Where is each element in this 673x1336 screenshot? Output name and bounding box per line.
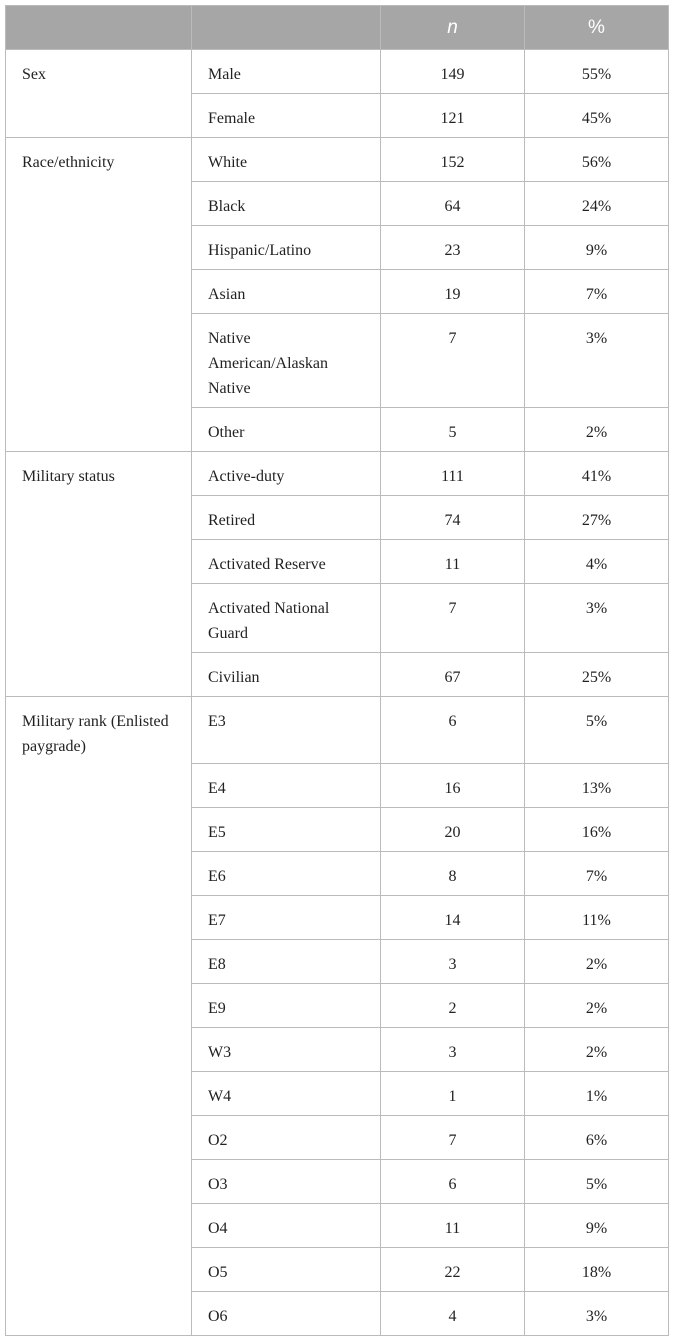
row-percent: 16% xyxy=(525,808,669,852)
row-label: O2 xyxy=(192,1116,381,1160)
table-header xyxy=(6,6,669,50)
row-n: 67 xyxy=(381,653,525,697)
row-label: E4 xyxy=(192,764,381,808)
row-label: Activated Reserve xyxy=(192,540,381,584)
row-n: 14 xyxy=(381,896,525,940)
header-subcategory xyxy=(192,6,381,50)
table-row xyxy=(6,452,669,496)
table-row xyxy=(6,697,669,764)
row-label: O6 xyxy=(192,1292,381,1336)
row-n: 1 xyxy=(381,1072,525,1116)
row-label: Asian xyxy=(192,270,381,314)
row-percent: 24% xyxy=(525,182,669,226)
row-n: 7 xyxy=(381,584,525,653)
row-n: 19 xyxy=(381,270,525,314)
row-n: 23 xyxy=(381,226,525,270)
row-percent: 3% xyxy=(525,584,669,653)
row-label: Civilian xyxy=(192,653,381,697)
row-label: Native American/Alaskan Native xyxy=(192,314,381,408)
row-n: 74 xyxy=(381,496,525,540)
row-n: 111 xyxy=(381,452,525,496)
row-n: 11 xyxy=(381,540,525,584)
table-body xyxy=(6,50,669,1336)
table-row xyxy=(6,50,669,94)
row-label: E9 xyxy=(192,984,381,1028)
header-percent: % xyxy=(525,6,669,50)
row-n: 20 xyxy=(381,808,525,852)
row-label: O3 xyxy=(192,1160,381,1204)
row-n: 152 xyxy=(381,138,525,182)
row-percent: 9% xyxy=(525,1204,669,1248)
row-n: 2 xyxy=(381,984,525,1028)
row-label: Other xyxy=(192,408,381,452)
row-percent: 18% xyxy=(525,1248,669,1292)
row-label: E5 xyxy=(192,808,381,852)
row-label: White xyxy=(192,138,381,182)
row-percent: 41% xyxy=(525,452,669,496)
row-percent: 13% xyxy=(525,764,669,808)
row-percent: 55% xyxy=(525,50,669,94)
row-n: 8 xyxy=(381,852,525,896)
row-n: 6 xyxy=(381,1160,525,1204)
category-sex: Sex xyxy=(6,50,192,138)
row-label: O4 xyxy=(192,1204,381,1248)
row-percent: 2% xyxy=(525,940,669,984)
row-n: 64 xyxy=(381,182,525,226)
header-n: n xyxy=(381,6,525,50)
row-percent: 3% xyxy=(525,314,669,408)
row-n: 16 xyxy=(381,764,525,808)
row-n: 5 xyxy=(381,408,525,452)
category-military-status: Military status xyxy=(6,452,192,697)
row-percent: 5% xyxy=(525,1160,669,1204)
row-percent: 45% xyxy=(525,94,669,138)
row-percent: 4% xyxy=(525,540,669,584)
row-percent: 5% xyxy=(525,697,669,764)
row-n: 6 xyxy=(381,697,525,764)
header-row xyxy=(6,6,669,50)
row-label: Retired xyxy=(192,496,381,540)
row-label: W4 xyxy=(192,1072,381,1116)
row-percent: 1% xyxy=(525,1072,669,1116)
row-label: Activated National Guard xyxy=(192,584,381,653)
row-n: 7 xyxy=(381,1116,525,1160)
row-percent: 6% xyxy=(525,1116,669,1160)
row-label: E3 xyxy=(192,697,381,764)
row-n: 121 xyxy=(381,94,525,138)
category-race-ethnicity: Race/ethnicity xyxy=(6,138,192,452)
category-military-rank: Military rank (Enlisted paygrade) xyxy=(6,697,192,1336)
row-n: 7 xyxy=(381,314,525,408)
row-n: 3 xyxy=(381,940,525,984)
row-label: E6 xyxy=(192,852,381,896)
header-category xyxy=(6,6,192,50)
row-percent: 25% xyxy=(525,653,669,697)
row-percent: 2% xyxy=(525,984,669,1028)
row-n: 149 xyxy=(381,50,525,94)
table-row xyxy=(6,138,669,182)
row-percent: 3% xyxy=(525,1292,669,1336)
row-label: Hispanic/Latino xyxy=(192,226,381,270)
row-percent: 7% xyxy=(525,852,669,896)
row-percent: 56% xyxy=(525,138,669,182)
row-label: Male xyxy=(192,50,381,94)
row-percent: 7% xyxy=(525,270,669,314)
row-n: 22 xyxy=(381,1248,525,1292)
row-percent: 11% xyxy=(525,896,669,940)
row-label: Female xyxy=(192,94,381,138)
row-percent: 9% xyxy=(525,226,669,270)
row-percent: 2% xyxy=(525,408,669,452)
row-label: Active-duty xyxy=(192,452,381,496)
row-percent: 2% xyxy=(525,1028,669,1072)
row-label: W3 xyxy=(192,1028,381,1072)
row-label: E8 xyxy=(192,940,381,984)
demographics-table xyxy=(5,5,669,1336)
row-label: O5 xyxy=(192,1248,381,1292)
row-label: E7 xyxy=(192,896,381,940)
row-n: 4 xyxy=(381,1292,525,1336)
row-n: 11 xyxy=(381,1204,525,1248)
row-percent: 27% xyxy=(525,496,669,540)
row-label: Black xyxy=(192,182,381,226)
row-n: 3 xyxy=(381,1028,525,1072)
